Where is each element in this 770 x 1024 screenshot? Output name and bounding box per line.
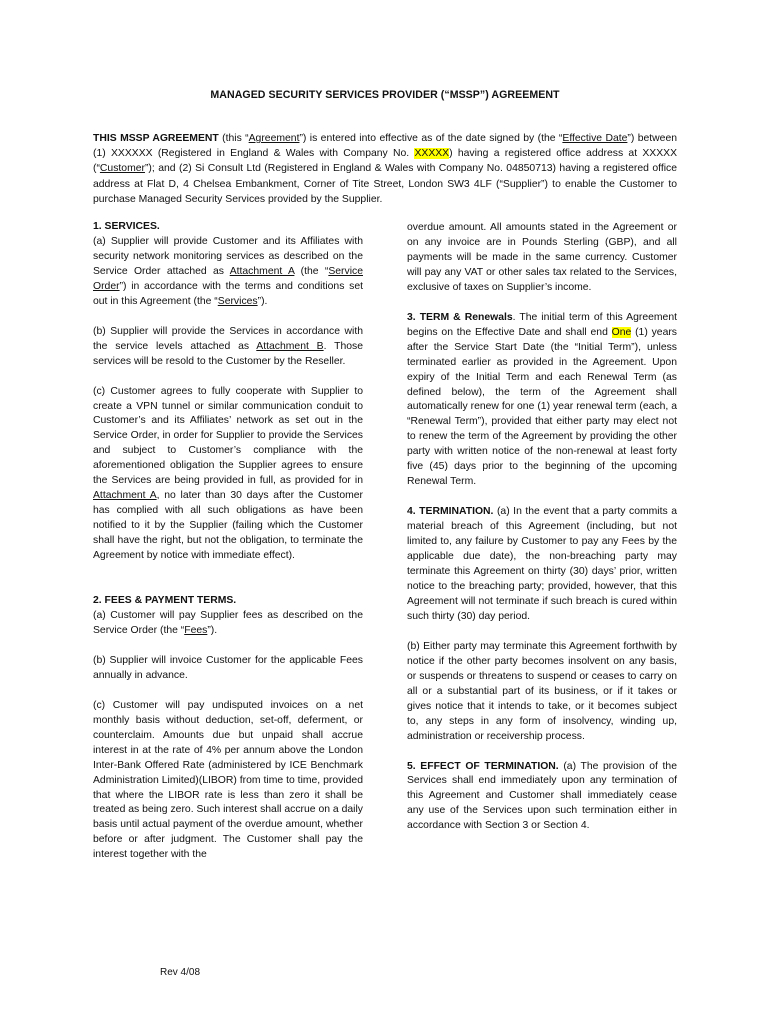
attachment-a-ref: Attachment A	[229, 265, 295, 277]
defined-term-services: Services	[217, 295, 258, 307]
intro-text: ) having a registered office address at XXXXX (“	[93, 148, 678, 175]
company-number-placeholder: XXXXX	[414, 148, 450, 160]
intro-text: ”); and (2) Si Consult Ltd (Registered in England & Wales with Company No. 04850713) having a registered office address at Flat D, 4 Chelsea Embankment, Corner of Tite Street, London SW3 4LF (“Supplier”) to enable the Customer to purchase Managed Security Services provided by the Supplier.	[93, 163, 677, 205]
clause-text: (a) Supplier will provide Customer and its Affiliates with security network monitoring services as described on the Service Order attached as	[93, 235, 363, 277]
attachment-b-ref: Attachment B	[256, 340, 324, 352]
intro-text: ”) between (1) XXXXXX (Registered in England & Wales with Company No.	[93, 133, 678, 160]
clause-text: (the “	[294, 265, 329, 277]
clause-text: (c) Customer agrees to fully cooperate with Supplier to create a VPN tunnel or similar communication conduit to Customer’s and its Affiliates’ network as set out in the Service Order, in order for Supplier to provide the Services and subject to Customer’s compliance with the aforementioned obligation the Supplier agrees to ensure the Services are being provided in full, as provided for in	[93, 385, 363, 487]
fees-clause-a	[93, 609, 363, 639]
services-clause-b	[93, 325, 363, 370]
section-heading-fees: 2. FEES & PAYMENT TERMS.	[93, 595, 237, 607]
clause-text: (a) In the event that a party commits a material breach of this Agreement (including, but not limited to, any failure by Customer to pay any Fees by the applicable due date), the non-breaching party may terminate this Agreement on thirty (30) days’ prior, written notice to the breaching party; provided, however, that this Agreement will not terminate if such breach is cured within such thirty (30) day period.	[407, 506, 677, 622]
defined-term-agreement: Agreement	[248, 133, 300, 144]
clause-text: ”).	[207, 624, 218, 636]
section-heading-term: 3. TERM & Renewals	[407, 311, 513, 323]
termination-clause-b: (b) Either party may terminate this Agreement forthwith by notice if the other party becomes insolvent on any basis, or suspends or threatens to suspend or ceases to carry on all or a substantial part of its business, or if it takes or gives notice that it intends to take, or it becomes subject to, any steps in any form of insolvency, winding up, administration or receivership process.	[407, 640, 677, 742]
defined-term-service-order: Service Order	[93, 265, 363, 292]
clause-text: . Those services will be resold to the Customer by the Reseller.	[93, 340, 364, 367]
clause-text: , no later than 30 days after the Customer has complied with all such obligations as have been notified to it by the Supplier (failing which the Customer shall have the right, but not the obligation, to terminate the Agreement by notice with immediate effect).	[93, 490, 363, 562]
section-heading-services: 1. SERVICES.	[93, 221, 160, 232]
termination-clause-a	[407, 505, 677, 625]
section-heading-effect: 5. EFFECT OF TERMINATION.	[407, 760, 559, 772]
clause-text: . The initial term of this Agreement begins on the Effective Date and shall end	[407, 311, 677, 338]
clause-text: ”).	[257, 295, 268, 307]
defined-term-fees: Fees	[184, 624, 208, 636]
clause-text: ”) in accordance with the terms and conditions set out in this Agreement (the “	[93, 280, 363, 307]
term-length-highlight: One	[611, 326, 632, 338]
clause-text: (1) years after the Service Start Date (the “Initial Term”), unless terminated earlier as provided in the Agreement. Upon expiry of the Initial Term and each Renewal Term (as defined below), the term of the Agreement shall automatically renew for one (1) year renewal term (each, a “Renewal Term”), provided that either party may elect not to renew the term of the Agreement by providing the other party with written notice of the non-renewal at least forty five (45) days prior to the beginning of the upcoming Renewal Term.	[407, 326, 677, 488]
services-clause-a	[93, 235, 363, 310]
defined-term-effective-date: Effective Date	[562, 133, 628, 144]
attachment-a-ref: Attachment A	[93, 490, 157, 502]
right-column	[407, 221, 677, 834]
intro-paragraph	[93, 131, 677, 207]
services-clause-c	[93, 385, 363, 564]
intro-text: ”) is entered into effective as of the date signed by (the “	[299, 133, 563, 144]
page-title: MANAGED SECURITY SERVICES PROVIDER (“MSSP”) AGREEMENT	[210, 89, 560, 101]
revision-footer: Rev 4/08	[160, 967, 201, 978]
clause-text: (a) Customer will pay Supplier fees as described on the Service Order (the “	[93, 609, 363, 636]
fees-clause-c-continued: overdue amount. All amounts stated in the Agreement or on any invoice are in Pounds Sterling (GBP), and all payments will be made in the same currency. Customer will pay any VAT or other sales tax related to the Services, exclusive of taxes on Supplier’s income.	[407, 222, 677, 293]
fees-clause-c: (c) Customer will pay undisputed invoices on a net monthly basis without deduction, set-off, deferment, or counterclaim. Amounts due but unpaid shall accrue interest in at the rate of 4% per annum above the London Inter-Bank Offered Rate (administered by ICE Benchmark Administration Limited)(LIBOR) from time to time, provided that where the LIBOR rate is less than zero it shall be treated as being zero. Such interest shall accrue on a daily basis until actual payment of the overdue amount, whether before or after judgment. The Customer shall pay the interest together with the	[93, 699, 363, 861]
defined-term-customer: Customer	[99, 163, 145, 175]
term-clause	[407, 311, 677, 490]
fees-clause-b: (b) Supplier will invoice Customer for the applicable Fees annually in advance.	[93, 654, 363, 681]
intro-text: (this “	[218, 133, 249, 144]
effect-of-termination-clause	[407, 760, 677, 835]
intro-lead: THIS MSSP AGREEMENT	[93, 133, 219, 144]
left-column	[93, 220, 363, 863]
section-heading-termination: 4. TERMINATION.	[407, 506, 494, 518]
clause-text: (b) Supplier will provide the Services in accordance with the service levels attached as	[93, 325, 363, 352]
clause-text: (a) The provision of the Services shall end immediately upon any termination of this Agreement and Customer shall immediately cease any use of the Services upon such termination either in accordance with Section 3 or Section 4.	[407, 760, 677, 832]
